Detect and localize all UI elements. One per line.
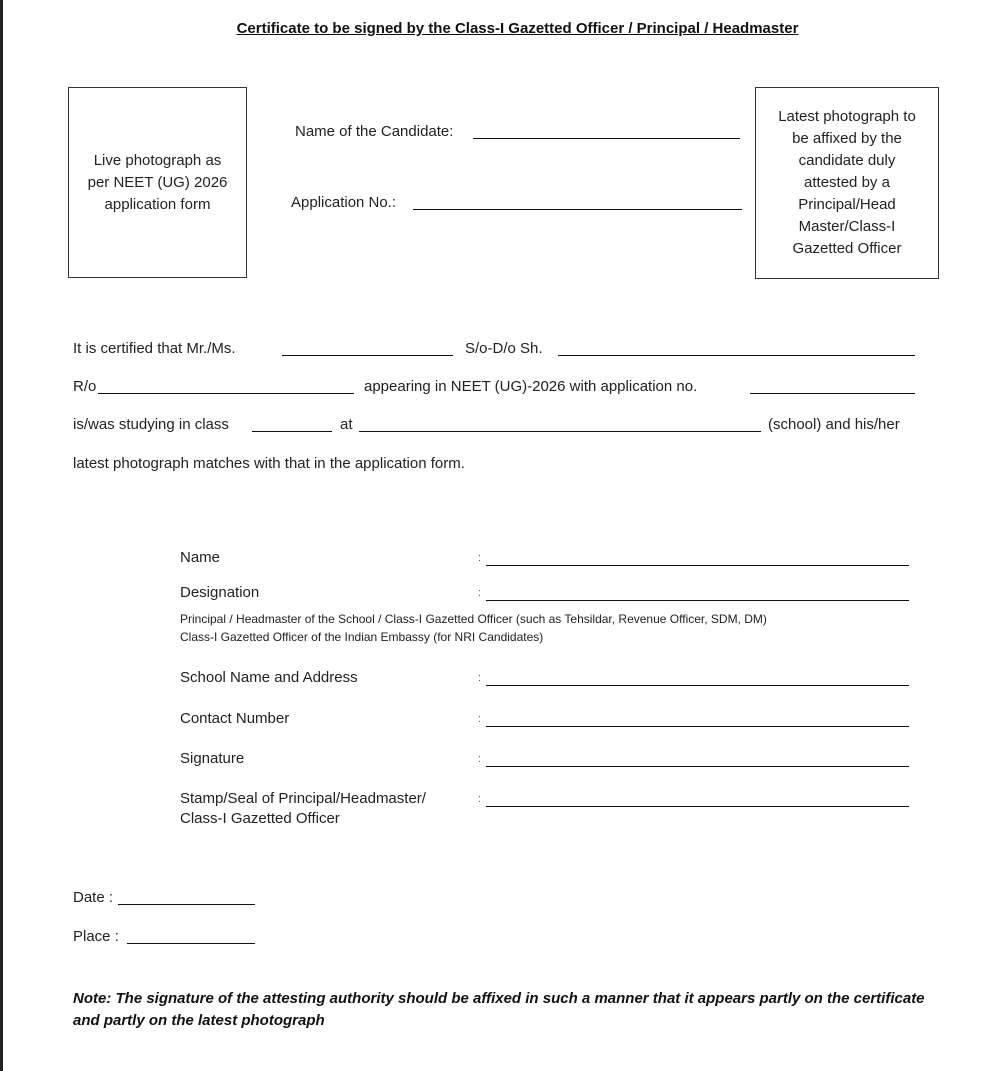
school-field[interactable] xyxy=(359,431,761,432)
officer-name-field[interactable] xyxy=(486,565,909,566)
caption-line: candidate duly xyxy=(798,152,896,169)
signature-field[interactable] xyxy=(486,766,909,767)
certified-application-no-field[interactable] xyxy=(750,393,915,394)
colon: : xyxy=(478,587,482,599)
studying-text: is/was studying in class xyxy=(73,416,229,433)
school-suffix-text: (school) and his/her xyxy=(768,416,900,433)
candidate-mr-ms-field[interactable] xyxy=(282,355,453,356)
colon: : xyxy=(478,552,482,564)
designation-field[interactable] xyxy=(486,600,909,601)
live-photo-caption xyxy=(88,150,228,216)
place-field[interactable] xyxy=(127,943,255,944)
colon: : xyxy=(478,713,482,725)
attested-photo-caption xyxy=(778,106,916,260)
resident-of-text: R/o xyxy=(73,378,97,395)
signature-label: Signature xyxy=(180,750,245,767)
caption-line: be affixed by the xyxy=(792,130,902,147)
colon: : xyxy=(478,793,482,805)
candidate-name-label: Name of the Candidate: xyxy=(295,123,454,140)
officer-name-label: Name xyxy=(180,549,221,566)
class-field[interactable] xyxy=(252,431,332,432)
attestation-note: Note: The signature of the attesting authority should be affixed in such a manner that it appears partly on the certificate and partly on the latest photograph xyxy=(73,990,925,1029)
colon: : xyxy=(478,753,482,765)
certificate-title: Certificate to be signed by the Class-I Gazetted Officer / Principal / Headmaster xyxy=(236,20,799,37)
at-text: at xyxy=(340,416,353,433)
parent-name-field[interactable] xyxy=(558,355,915,356)
designation-note-2: Class-I Gazetted Officer of the Indian Embassy (for NRI Candidates) xyxy=(180,630,544,644)
caption-line: Live photograph as xyxy=(93,151,222,169)
designation-note-1: Principal / Headmaster of the School / Class-I Gazetted Officer (such as Tehsildar, Revenue Officer, SDM, DM) xyxy=(180,612,767,626)
stamp-label-line1: Stamp/Seal of Principal/Headmaster/ xyxy=(180,790,426,807)
certified-that-text: It is certified that Mr./Ms. xyxy=(73,340,236,357)
place-label: Place : xyxy=(73,928,119,945)
residence-field[interactable] xyxy=(98,393,354,394)
stamp-seal-field[interactable] xyxy=(486,806,909,807)
caption-line: per NEET (UG) 2026 xyxy=(87,173,228,191)
son-of-text: S/o-D/o Sh. xyxy=(465,340,543,357)
contact-number-label: Contact Number xyxy=(180,710,290,727)
candidate-name-field[interactable] xyxy=(473,138,740,139)
closing-text: latest photograph matches with that in the application form. xyxy=(73,455,465,472)
caption-line: attested by a xyxy=(804,174,890,191)
caption-line: application form xyxy=(104,195,211,213)
page-left-border xyxy=(0,0,3,1071)
live-photo-box xyxy=(68,87,247,278)
colon: : xyxy=(478,672,482,684)
stamp-label-line2: Class-I Gazetted Officer xyxy=(180,810,340,827)
contact-number-field[interactable] xyxy=(486,726,909,727)
date-label: Date : xyxy=(73,889,114,906)
attested-photo-box[interactable] xyxy=(755,87,939,279)
school-name-address-label: School Name and Address xyxy=(180,669,358,686)
caption-line: Master/Class-I xyxy=(798,218,896,235)
designation-label: Designation xyxy=(180,584,260,601)
school-name-address-field[interactable] xyxy=(486,685,909,686)
date-field[interactable] xyxy=(118,904,255,905)
appearing-text: appearing in NEET (UG)-2026 with application no. xyxy=(364,378,698,395)
application-no-field[interactable] xyxy=(413,209,742,210)
application-no-label: Application No.: xyxy=(291,194,397,211)
caption-line: Gazetted Officer xyxy=(792,240,902,257)
caption-line: Principal/Head xyxy=(798,196,896,213)
caption-line: Latest photograph to xyxy=(778,108,916,125)
